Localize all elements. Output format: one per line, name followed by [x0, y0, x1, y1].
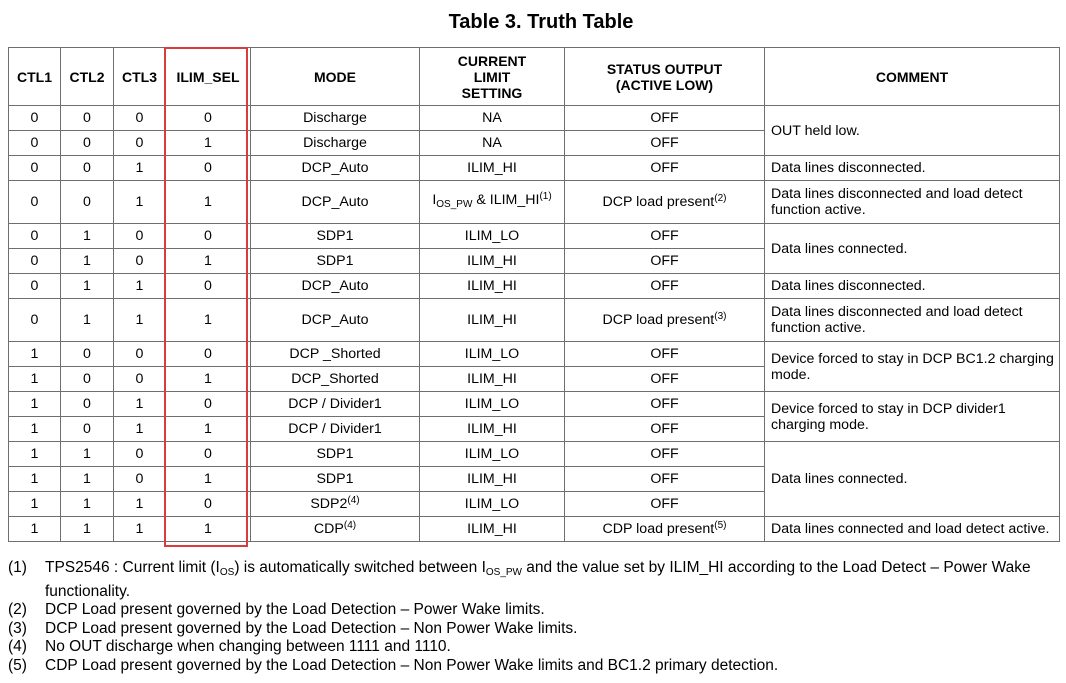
cell-status: OFF	[565, 156, 765, 181]
cell-ctl3: 1	[114, 156, 166, 181]
cell-ctl2: 0	[61, 181, 114, 224]
cell-ctl3: 1	[114, 274, 166, 299]
cell-status: OFF	[565, 106, 765, 131]
table-row	[9, 224, 1060, 249]
cell-ilim-sel: 0	[166, 106, 251, 131]
cell-status: OFF	[565, 367, 765, 392]
header-comment: COMMENT	[765, 48, 1060, 106]
cell-comment: Data lines disconnected and load detect function active.	[765, 181, 1060, 224]
cell-ctl2: 1	[61, 517, 114, 542]
header-row	[9, 48, 1060, 106]
cell-mode: SDP1	[251, 467, 420, 492]
cell-comment: Data lines connected and load detect active.	[765, 517, 1060, 542]
cell-ilim-sel: 1	[166, 467, 251, 492]
footnote-number: (4)	[8, 638, 27, 656]
header-ilim-sel: ILIM_SEL	[166, 48, 251, 106]
cell-mode: SDP1	[251, 442, 420, 467]
cell-status: OFF	[565, 417, 765, 442]
cell-ctl1: 1	[9, 342, 61, 367]
cell-status: OFF	[565, 274, 765, 299]
cell-ctl1: 0	[9, 249, 61, 274]
cell-current-limit: NA	[420, 131, 565, 156]
header-ctl3: CTL3	[114, 48, 166, 106]
footnote-number: (3)	[8, 619, 27, 637]
header-mode: MODE	[251, 48, 420, 106]
footnote-item	[8, 657, 1058, 676]
cell-mode: DCP_Shorted	[251, 367, 420, 392]
table-row	[9, 181, 1060, 224]
footnote-number: (2)	[8, 601, 27, 619]
cell-ilim-sel: 0	[166, 492, 251, 517]
cell-ctl1: 0	[9, 224, 61, 249]
cell-ctl2: 1	[61, 467, 114, 492]
table-row	[9, 442, 1060, 467]
cell-status: OFF	[565, 442, 765, 467]
table-row	[9, 299, 1060, 342]
cell-ilim-sel: 1	[166, 181, 251, 224]
footnote-text: CDP Load present governed by the Load Detection – Non Power Wake limits and BC1.2 primary detection.	[45, 656, 779, 674]
cell-current-limit: NA	[420, 106, 565, 131]
table-row	[9, 156, 1060, 181]
cell-mode: CDP$^{(4)}$	[251, 517, 420, 542]
cell-status: OFF	[565, 249, 765, 274]
cell-ilim-sel: 0	[166, 442, 251, 467]
footnote-item	[8, 559, 1058, 601]
cell-ctl3: 0	[114, 106, 166, 131]
cell-current-limit: ILIM_LO	[420, 342, 565, 367]
cell-ilim-sel: 0	[166, 392, 251, 417]
cell-status: OFF	[565, 342, 765, 367]
cell-mode: SDP2$^{(4)}$	[251, 492, 420, 517]
cell-mode: DCP_Auto	[251, 181, 420, 224]
cell-ilim-sel: 1	[166, 417, 251, 442]
cell-current-limit: ILIM_LO	[420, 442, 565, 467]
header-ctl1: CTL1	[9, 48, 61, 106]
cell-ctl3: 1	[114, 492, 166, 517]
cell-ctl3: 0	[114, 224, 166, 249]
table-row	[9, 517, 1060, 542]
cell-current-limit: ILIM_HI	[420, 156, 565, 181]
cell-ilim-sel: 0	[166, 156, 251, 181]
header-ctl2: CTL2	[61, 48, 114, 106]
footnote-item	[8, 620, 1058, 639]
cell-ctl2: 0	[61, 106, 114, 131]
cell-ctl1: 1	[9, 492, 61, 517]
cell-status: OFF	[565, 392, 765, 417]
cell-ctl3: 0	[114, 342, 166, 367]
cell-mode: Discharge	[251, 106, 420, 131]
table-row	[9, 106, 1060, 131]
table-title: Table 3. Truth Table	[448, 11, 634, 33]
cell-status: DCP load present$^{(3)}$	[565, 299, 765, 342]
cell-current-limit: ILIM_LO	[420, 224, 565, 249]
cell-comment: Device forced to stay in DCP divider1 charging mode.	[765, 392, 1060, 442]
cell-status: OFF	[565, 467, 765, 492]
footnote-text: No OUT discharge when changing between 1111 and 1110.	[45, 638, 451, 656]
header-status-output: STATUS OUTPUT (ACTIVE LOW)	[565, 48, 765, 106]
cell-current-limit: ILIM_HI	[420, 249, 565, 274]
cell-ctl1: 0	[9, 131, 61, 156]
footnotes	[8, 559, 1058, 676]
cell-ctl1: 1	[9, 517, 61, 542]
cell-comment: Data lines disconnected.	[765, 156, 1060, 181]
cell-ctl3: 1	[114, 299, 166, 342]
cell-ctl3: 0	[114, 467, 166, 492]
cell-mode: DCP_Auto	[251, 274, 420, 299]
cell-comment: Device forced to stay in DCP BC1.2 charging mode.	[765, 342, 1060, 392]
cell-ilim-sel: 0	[166, 224, 251, 249]
cell-ctl3: 1	[114, 517, 166, 542]
cell-status: OFF	[565, 131, 765, 156]
cell-ctl1: 1	[9, 392, 61, 417]
footnote-number: (5)	[8, 656, 27, 674]
cell-ctl2: 0	[61, 156, 114, 181]
cell-ctl2: 0	[61, 367, 114, 392]
cell-ctl1: 1	[9, 467, 61, 492]
cell-mode: DCP / Divider1	[251, 417, 420, 442]
cell-status: CDP load present$^{(5)}$	[565, 517, 765, 542]
cell-ctl2: 0	[61, 131, 114, 156]
cell-ctl2: 1	[61, 442, 114, 467]
cell-comment: OUT held low.	[765, 106, 1060, 156]
cell-current-limit: ILIM_HI	[420, 274, 565, 299]
cell-status: OFF	[565, 224, 765, 249]
cell-ctl1: 0	[9, 156, 61, 181]
cell-current-limit: ILIM_HI	[420, 417, 565, 442]
cell-current-limit: ILIM_HI	[420, 517, 565, 542]
cell-mode: Discharge	[251, 131, 420, 156]
cell-mode: SDP1	[251, 249, 420, 274]
cell-ctl1: 0	[9, 181, 61, 224]
cell-status: DCP load present$^{(2)}$	[565, 181, 765, 224]
cell-ctl1: 1	[9, 417, 61, 442]
table-row	[9, 342, 1060, 367]
cell-ctl3: 1	[114, 181, 166, 224]
footnote-text: TPS2546 : Current limit $(I_{OS})$ is automatically switched between $I_{OS\_PW}$ and the value set by ILIM_HI according to the Load Detect – Power Wake functionality.	[45, 559, 1031, 600]
cell-ctl1: 0	[9, 106, 61, 131]
cell-comment: Data lines disconnected.	[765, 274, 1060, 299]
cell-ctl3: 0	[114, 442, 166, 467]
footnote-text: DCP Load present governed by the Load Detection – Non Power Wake limits.	[45, 619, 578, 637]
cell-ctl2: 1	[61, 224, 114, 249]
cell-ctl2: 1	[61, 249, 114, 274]
cell-ilim-sel: 1	[166, 249, 251, 274]
table-row	[9, 274, 1060, 299]
cell-current-limit: $I_{OS\_PW}$ & ILIM_HI$^{(1)}$	[420, 181, 565, 224]
cell-ctl2: 0	[61, 342, 114, 367]
cell-ctl1: 1	[9, 442, 61, 467]
cell-comment: Data lines connected.	[765, 442, 1060, 517]
cell-ctl1: 0	[9, 274, 61, 299]
cell-mode: DCP_Auto	[251, 299, 420, 342]
cell-ctl3: 0	[114, 249, 166, 274]
cell-ilim-sel: 1	[166, 131, 251, 156]
cell-mode: DCP_Auto	[251, 156, 420, 181]
cell-current-limit: ILIM_HI	[420, 299, 565, 342]
cell-ctl2: 0	[61, 392, 114, 417]
cell-status: OFF	[565, 492, 765, 517]
cell-mode: SDP1	[251, 224, 420, 249]
cell-current-limit: ILIM_HI	[420, 467, 565, 492]
cell-current-limit: ILIM_LO	[420, 492, 565, 517]
header-current-limit-setting: CURRENT LIMIT SETTING	[420, 48, 565, 106]
cell-ilim-sel: 0	[166, 274, 251, 299]
cell-current-limit: ILIM_HI	[420, 367, 565, 392]
cell-ctl1: 0	[9, 299, 61, 342]
cell-current-limit: ILIM_LO	[420, 392, 565, 417]
footnote-item	[8, 601, 1058, 620]
cell-ctl2: 1	[61, 274, 114, 299]
table-row	[9, 392, 1060, 417]
cell-ctl2: 1	[61, 492, 114, 517]
cell-ctl2: 0	[61, 417, 114, 442]
cell-ctl1: 1	[9, 367, 61, 392]
cell-ctl3: 0	[114, 367, 166, 392]
cell-mode: DCP / Divider1	[251, 392, 420, 417]
truth-table	[8, 47, 1060, 542]
cell-ilim-sel: 1	[166, 367, 251, 392]
footnote-text: DCP Load present governed by the Load Detection – Power Wake limits.	[45, 601, 545, 619]
cell-comment: Data lines disconnected and load detect function active.	[765, 299, 1060, 342]
cell-ctl3: 1	[114, 417, 166, 442]
footnote-item	[8, 638, 1058, 657]
cell-comment: Data lines connected.	[765, 224, 1060, 274]
cell-ilim-sel: 0	[166, 342, 251, 367]
cell-mode: DCP _Shorted	[251, 342, 420, 367]
cell-ctl3: 1	[114, 392, 166, 417]
cell-ilim-sel: 1	[166, 517, 251, 542]
footnote-number: (1)	[8, 559, 27, 576]
cell-ctl2: 1	[61, 299, 114, 342]
cell-ctl3: 0	[114, 131, 166, 156]
cell-ilim-sel: 1	[166, 299, 251, 342]
